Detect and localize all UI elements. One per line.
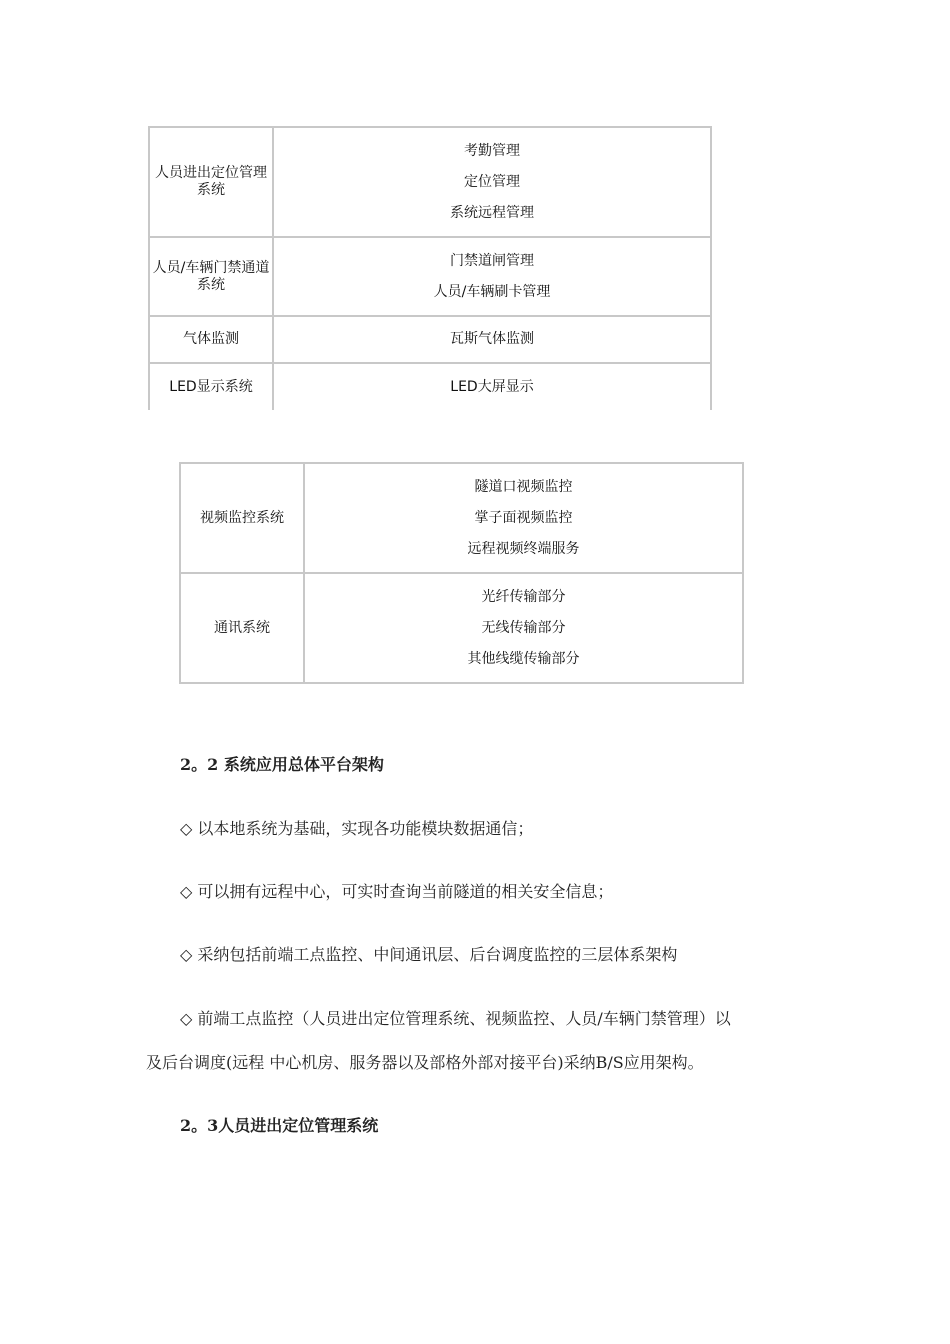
system-function-table-2: [179, 462, 744, 684]
table-function-cell: [304, 573, 743, 683]
table-function-cell: [273, 316, 711, 363]
bullet-paragraph: ◇ 采纳包括前端工点监控、中间通讯层、后台调度监控的三层体系架构: [180, 945, 678, 964]
table-row: [149, 363, 711, 410]
table-function-cell: [273, 363, 711, 410]
table-category-cell: [149, 237, 273, 316]
table-category-cell: [149, 363, 273, 410]
function-item: LED大屏显示: [450, 378, 534, 395]
category-label: 气体监测: [183, 331, 239, 347]
section-heading: 2。2 系统应用总体平台架构: [180, 755, 384, 774]
table-row: [180, 573, 743, 683]
function-item: 光纤传输部分: [481, 588, 566, 605]
table-row: [180, 463, 743, 573]
function-item: 无线传输部分: [481, 619, 566, 636]
table-row: [149, 237, 711, 316]
system-function-table-1: [148, 126, 712, 410]
function-item: 其他线缆传输部分: [467, 650, 580, 667]
category-label: 人员进出定位管理系统: [155, 165, 267, 198]
function-item: 人员/车辆刷卡管理: [433, 283, 551, 300]
function-item: 门禁道闸管理: [450, 252, 534, 269]
function-item: 远程视频终端服务: [467, 540, 580, 557]
table-row: [149, 316, 711, 363]
table-function-cell: [304, 463, 743, 573]
category-label: 人员/车辆门禁通道系统: [152, 259, 270, 293]
function-item: 系统远程管理: [450, 204, 534, 221]
table-category-cell: [149, 127, 273, 237]
table-function-cell: [273, 237, 711, 316]
bullet-paragraph: ◇ 前端工点监控（人员进出定位管理系统、视频监控、人员/车辆门禁管理）以: [180, 1009, 731, 1028]
category-label: 通讯系统: [214, 619, 270, 636]
table-category-cell: [180, 463, 304, 573]
function-item: 掌子面视频监控: [474, 509, 573, 526]
bullet-paragraph: ◇ 可以拥有远程中心，可实时查询当前隧道的相关安全信息；: [180, 882, 614, 901]
category-label: 视频监控系统: [200, 509, 284, 526]
function-item: 瓦斯气体监测: [450, 331, 534, 347]
category-label: LED显示系统: [169, 378, 253, 395]
section-heading: 2。3人员进出定位管理系统: [180, 1116, 379, 1135]
table-row: [149, 127, 711, 237]
function-item: 定位管理: [464, 173, 520, 190]
bullet-paragraph-continuation: 及后台调度(远程 中心机房、服务器以及部格外部对接平台)采纳B/S应用架构。: [146, 1053, 704, 1072]
table-function-cell: [273, 127, 711, 237]
bullet-paragraph: ◇ 以本地系统为基础，实现各功能模块数据通信；: [180, 819, 534, 838]
function-item: 考勤管理: [464, 142, 520, 159]
table-category-cell: [180, 573, 304, 683]
function-item: 隧道口视频监控: [474, 478, 573, 495]
table-category-cell: [149, 316, 273, 363]
